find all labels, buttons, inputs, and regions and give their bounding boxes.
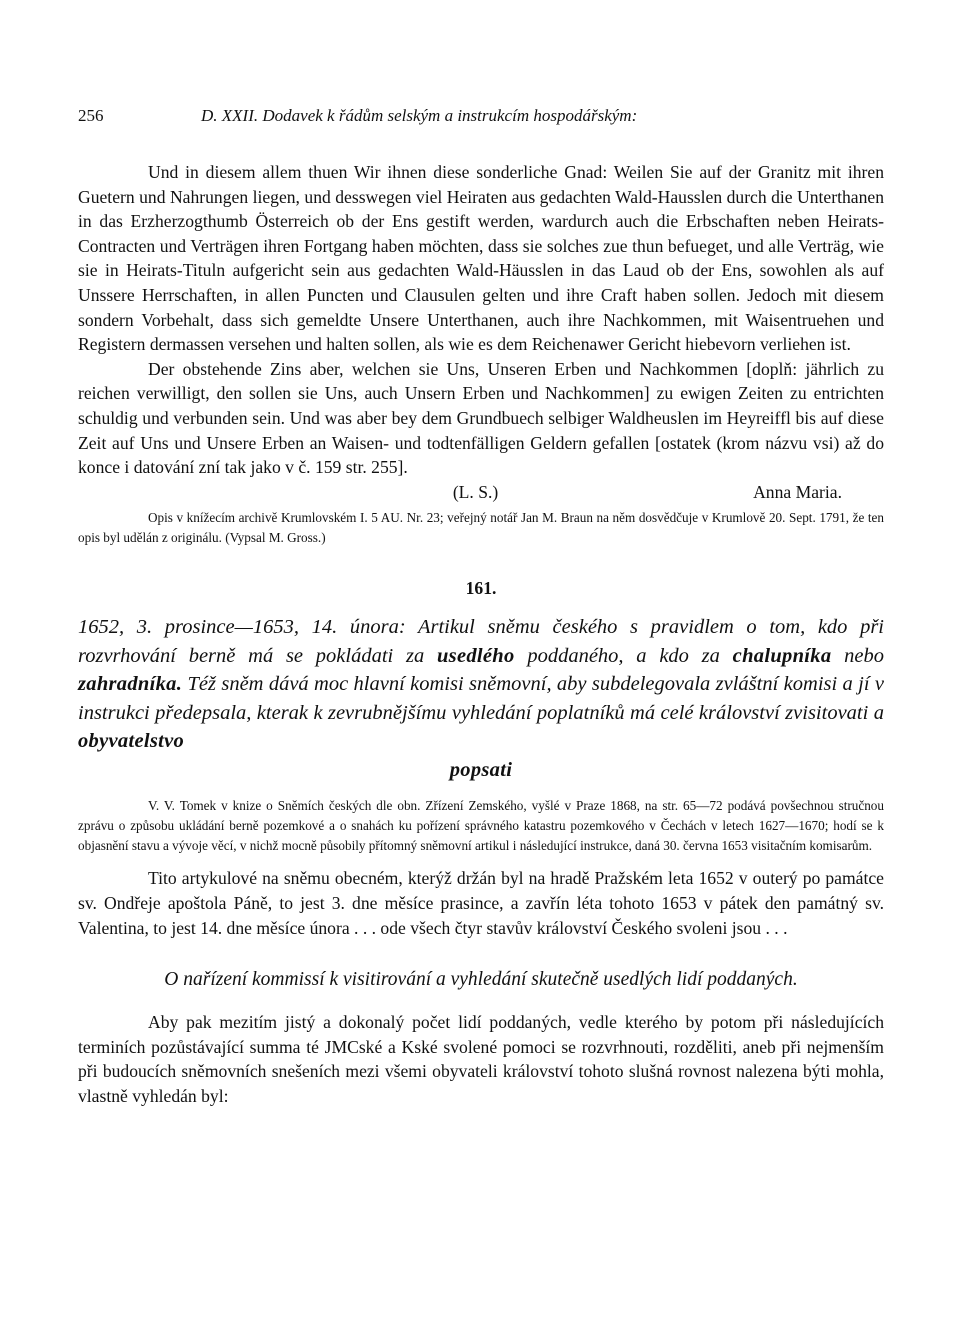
signature-line xyxy=(78,480,884,505)
running-header xyxy=(78,106,884,132)
copy-note: Opis v knížecím archivě Krumlovském I. 5 AU. Nr. 23; veřejný notář Jan M. Braun na něm dosvědčuje v Krumlově 20. Sept. 1791, že ten opis byl udělán z originálu. (Vypsal M. Gross.) xyxy=(78,510,884,546)
regest-text: poddaného, a kdo za xyxy=(514,644,733,667)
page xyxy=(78,106,884,1108)
paragraph-tito-artykulove: Tito artykulové na sněmu obecném, kterýž držán byl na hradě Pražském leta 1652 v outerý po památce sv. Ondřeje apoštola Páně, to jest 3. dne měsíce prasince, a zavřín léta tohoto 1653 v pátek den památný sv. Valentina, to jest 14. dne měsíce února . . . ode všech čtyr stavův království Českého svoleni jsou . . . xyxy=(78,868,884,938)
document-regest xyxy=(78,613,884,784)
section-title: O nařízení kommissí k visitirování a vyhledání skutečně usedlých lidí poddaných. xyxy=(164,969,798,991)
seal-mark: (L. S.) xyxy=(452,481,499,502)
paragraph-aby-pak: Aby pak mezitím jistý a dokonalý počet lidí poddaných, vedle kterého by potom při následujících terminích pozůstávající summa té JMCské a Kské svolené pomoci se rozvrhnouti, rozděliti, aneb při nejmenším při budoucích sněmovních snešeních mezi všemi obyvateli království tohoto slušná rovnost nalezena býti mohla, vlastně vyhledán byl: xyxy=(78,1012,884,1106)
regest-keyword-obyvatelstvo: obyvatelstvo xyxy=(78,730,185,753)
regest-text: 1652, 3. prosince—1653, 14. února: Artikul sněmu českého s pravidlem o tom, kdo při rozvrhování berně má se pokládati za xyxy=(78,616,884,667)
source-note: V. V. Tomek v knize o Sněmích českých dle obn. Zřízení Zemského, vyšlé v Praze 1868, na str. 65—72 podává povšechnou stručnou zprávu o způsobu ukládání berně pozemkové a o snahách ku pořízení správného katastru pozemkového v Čechách v letech 1627—1670; hodí se k objasnění stavu a vývoje věcí, v nichž mocně působily přítomný sněmovní artikul i následující instrukce, daná 30. června 1653 visitačním komisarům. xyxy=(78,798,884,854)
regest-keyword-chalupnika: chalupníka xyxy=(732,644,832,667)
document-number: 161. xyxy=(465,578,497,599)
regest-keyword-popsati: popsati xyxy=(449,758,513,781)
regest-text: Též sněm dává moc hlavní komisi sněmovní, aby subdelegovala zvláštní komisi a jí v instrukci předepsala, kterak k zevrubnějšímu vyhledání poplatníků má celé království zvisitovati a xyxy=(78,673,884,724)
running-title: D. XXII. Dodavek k řádům selským a instrukcím hospodářským: xyxy=(201,106,638,125)
paragraph-der-obstehende-zins: Der obstehende Zins aber, welchen sie Uns, Unseren Erben und Nachkommen [doplň: jährlich zu reichen verwilligt, den sollen sie Uns, auch Unsern Erben und Nachkommen] zu ewigen Zeiten zu entrichten schuldig und verbunden sein. Und was aber bey dem Grundbuech selbiger Waldheuslen im Heyreiffl bis auf diese Zeit auf Uns und Unsere Erben an Waisen- und todtenfälligen Geldern gefallen [ostatek (krom názvu vsi) až do konce i datování zní tak jako v č. 159 str. 255]. xyxy=(78,358,884,478)
regest-text: nebo xyxy=(831,644,884,667)
signatory-name: Anna Maria. xyxy=(753,481,842,502)
regest-keyword-usedleho: usedlého xyxy=(436,644,515,667)
paragraph-und-in-diesem: Und in diesem allem thuen Wir ihnen diese sonderliche Gnad: Weilen Sie auf der Granitz mit ihren Guetern und Nahrungen liegen, und desswegen viel Heiraten aus gedachten Wald-Hausslen durch die Unterthanen in das Erzherzogthumb Österreich ob der Ens gestift werden, wardurch auch die Erbschaften neben Heirats-Contracten und Verträgen ihren Fortgang haben möchten, dass sie solches zue thun befueget, und alle Verträg, wie sie in Heirats-Tituln aufgericht sein aus gedachten Wald-Häusslen in das Laud ob der Ens, sowohlen als auf Unssere Herrschaften, in allen Puncten und Clausulen gelten und ihre Craft haben sollen. Jedoch mit diesem sondern Vorbehalt, dass sich gemeldte Unsere Unterthanen, auch ihre Nachkommen, mit Waisentruehen und Registern dermassen versehen und halten sollen, als wie es dem Reichenawer Gericht hiebevorn verliehen ist. xyxy=(78,162,884,355)
page-number: 256 xyxy=(78,106,104,125)
regest-keyword-zahradnika: zahradníka. xyxy=(78,673,183,696)
